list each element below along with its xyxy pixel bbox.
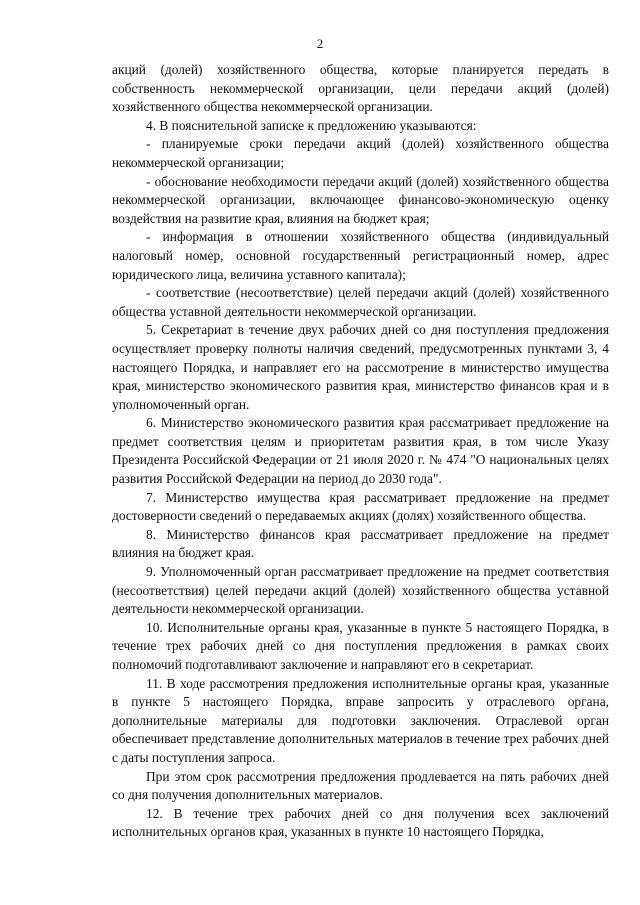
- paragraph-item-6: 6. Министерство экономического развития края рассматривает предложение на предмет соответствия целям и приоритетам развития края, в том числе Указу Президента Российской Федерации от 21 июля 2020 г. № 474 "О национальных целях развития Российской Федерации на период до 2030 года".: [112, 415, 609, 487]
- document-body: [112, 61, 609, 842]
- paragraph-item-8: 8. Министерство финансов края рассматривает предложение на предмет влияния на бюджет края.: [112, 526, 609, 561]
- page-number: 2: [316, 36, 324, 51]
- paragraph-continuation: акций (долей) хозяйственного общества, которые планируется передать в собственность некоммерческой организации, цели передачи акций (долей) хозяйственного общества некоммерческой организации.: [112, 62, 609, 115]
- paragraph-item-10: 10. Исполнительные органы края, указанные в пункте 5 настоящего Порядка, в течение трех рабочих дней со дня поступления предложения в рамках своих полномочий подготавливают заключение и направляют его в секретариат.: [112, 619, 609, 672]
- paragraph-item-5: 5. Секретариат в течение двух рабочих дней со дня поступления предложения осуществляет проверку полноты наличия сведений, предусмотренных пунктами 3, 4 настоящего Порядка, и направляет его на рассмотрение в министерство имущества края, министерство экономического развития края, министерство финансов края и в уполномоченный орган.: [112, 322, 609, 412]
- paragraph-item-12: 12. В течение трех рабочих дней со дня получения всех заключений исполнительных органов края, указанных в пункте 10 настоящего Порядка,: [112, 805, 609, 840]
- paragraph-bullet-compliance: - соответствие (несоответствие) целей передачи акций (долей) хозяйственного общества уставной деятельности некоммерческой организации.: [112, 285, 609, 319]
- paragraph-item-4: 4. В пояснительной записке к предложению указываются:: [146, 117, 477, 133]
- paragraph-extension-note: При этом срок рассмотрения предложения продлевается на пять рабочих дней со дня получения дополнительных материалов.: [112, 768, 609, 803]
- paragraph-item-11: 11. В ходе рассмотрения предложения исполнительные органы края, указанные в пункте 5 настоящего Порядка, вправе запросить у отраслевого органа, дополнительные материалы для подготовки заключения. Отраслевой орган обеспечивает представление дополнительных материалов в течение трех рабочих дней с даты поступления запроса.: [112, 675, 609, 765]
- paragraph-item-7: 7. Министерство имущества края рассматривает предложение на предмет достоверности сведений о передаваемых акциях (долях) хозяйственного общества.: [112, 489, 609, 524]
- paragraph-bullet-justification: - обоснование необходимости передачи акций (долей) хозяйственного общества некоммерческой организации, включающее финансово-экономическую оценку воздействия на развитие края, влияния на бюджет края;: [112, 173, 609, 226]
- paragraph-item-9: 9. Уполномоченный орган рассматривает предложение на предмет соответствия (несоответствия) целей передачи акций (долей) хозяйственного общества уставной деятельности некоммерческой организации.: [112, 564, 609, 617]
- paragraph-bullet-deadlines: - планируемые сроки передачи акций (долей) хозяйственного общества некоммерческой организации;: [112, 136, 609, 170]
- paragraph-bullet-company-info: - информация в отношении хозяйственного общества (индивидуальный налоговый номер, основной государственный регистрационный номер, адрес юридического лица, величина уставного капитала);: [112, 229, 609, 282]
